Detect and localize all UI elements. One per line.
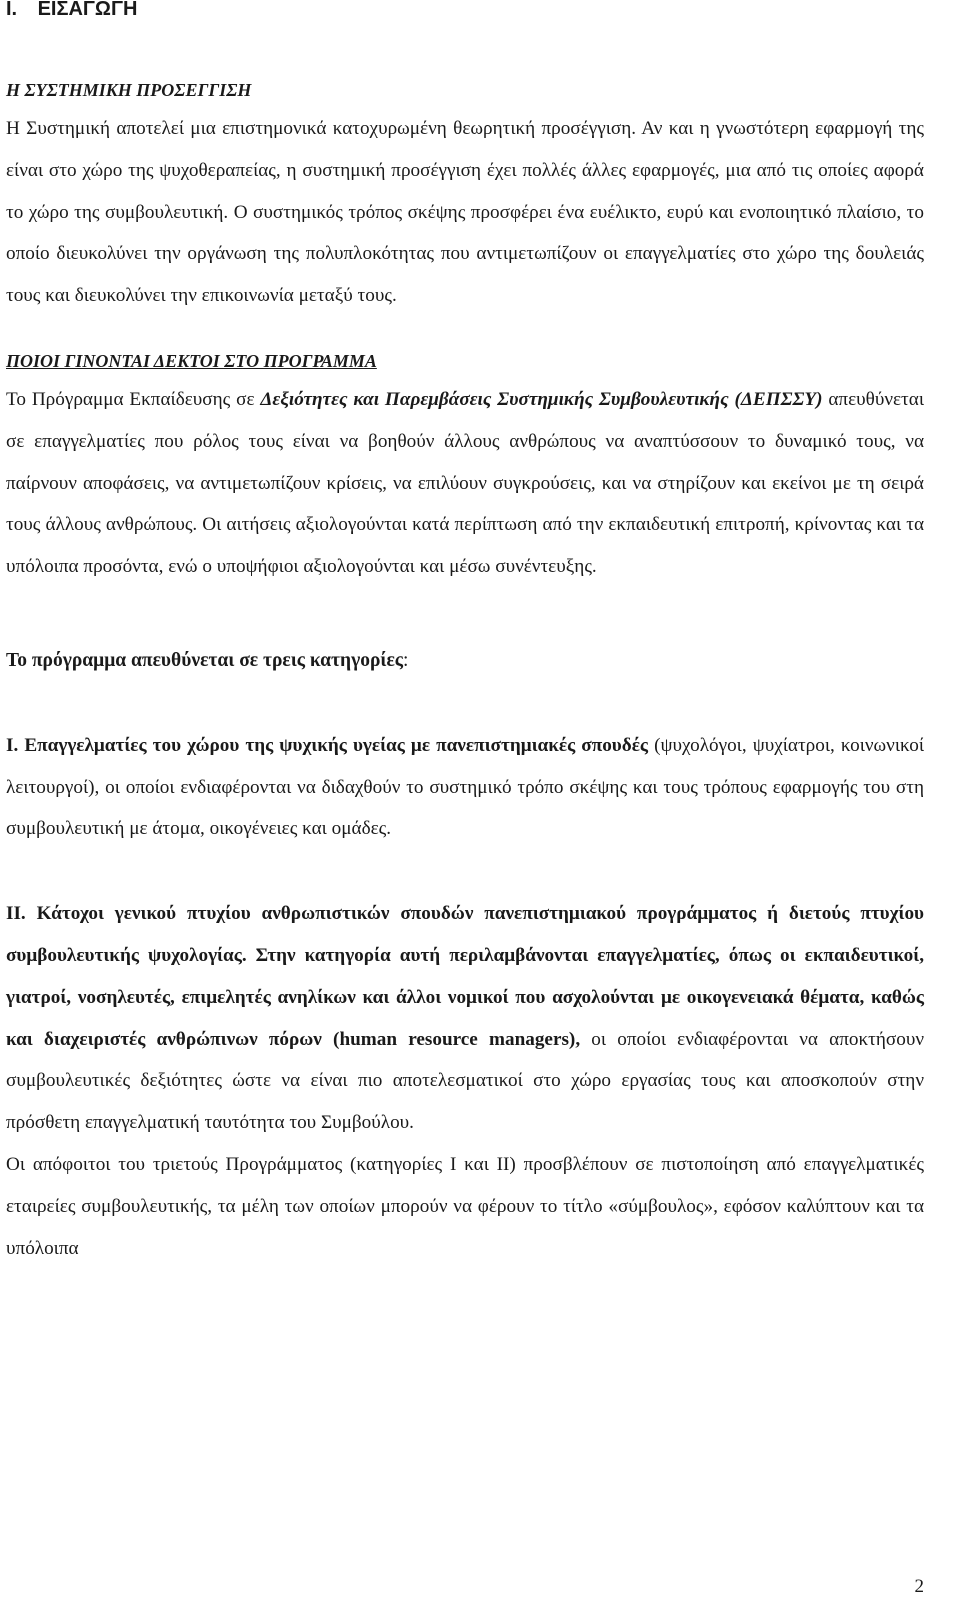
section-title-admission: ΠΟΙΟΙ ΓΙΝΟΝΤΑΙ ΔΕΚΤΟΙ ΣΤΟ ΠΡΟΓΡΑΜΜΑ <box>6 350 377 371</box>
chapter-heading <box>6 0 924 20</box>
section-title-systemic-approach: Η ΣΥΣΤΗΜΙΚΗ ΠΡΟΣΕΓΓΙΣΗ <box>6 80 252 100</box>
admission-text-start: Το Πρόγραμμα Εκπαίδευσης σε <box>6 388 261 410</box>
category-1-text: (ψυχολόγοι, ψυχίατροι, κοινωνικοί λειτουργοί), οι οποίοι ενδιαφέρονται να διδαχθούν το συστημικό τρόπο σκέψης και τους τρόπους εφαρμογής του στη συμβουλευτική με άτομα, οικογένειες και ομάδες. <box>6 734 925 840</box>
category-1 <box>6 725 924 850</box>
chapter-number: Ι. <box>6 0 18 20</box>
paragraph-graduates: Οι απόφοιτοι του τριετούς Προγράμματος (κατηγορίες Ι και ΙΙ) προσβλέπουν σε πιστοποίηση από επαγγελματικές εταιρείες συμβουλευτικής, τα μέλη των οποίων μπορούν να φέρουν το τίτλο «σύμβουλος», εφόσον καλύπτουν και τα υπόλοιπα <box>6 1153 924 1259</box>
paragraph-systemic-approach: Η Συστημική αποτελεί μια επιστημονικά κατοχυρωμένη θεωρητική προσέγγιση. Αν και η γνωστότερη εφαρμογή της είναι στο χώρο της ψυχοθεραπείας, η συστημική προσέγγιση έχει πολλές άλλες εφαρμογές, μια από τις οποίες αφορά το χώρο της συμβουλευτική. Ο συστημικός τρόπος σκέψης προσφέρει ένα ευέλικτο, ευρύ και ενοποιητικό πλαίσιο, το οποίο διευκολύνει την οργάνωση της πολυπλοκότητας που αντιμετωπίζουν οι επαγγελματίες στο χώρο της δουλειάς τους και διευκολύνει την επικοινωνία μεταξύ τους. <box>6 118 924 307</box>
document-page <box>6 0 924 1269</box>
categories-intro <box>6 640 924 682</box>
admission-text-end: απευθύνεται σε επαγγελματίες που ρόλος τους είναι να βοηθούν άλλους ανθρώπους να αναπτύσσουν το δυναμικό τους, να παίρνουν αποφάσεις, να αντιμετωπίζουν κρίσεις, να επιλύουν συγκρούσεις, και να στηρίζουν και εκείνοι με τη σειρά τους άλλους ανθρώπους. Οι αιτήσεις αξιολογούνται κατά περίπτωση από την εκπαιδευτική επιτροπή, κρίνοντας και τα υπόλοιπα προσόντα, ενώ ο υποψήφιοι αξιολογούνται και μέσω συνέντευξης. <box>6 388 924 578</box>
categories-intro-bold: Το πρόγραμμα απευθύνεται σε τρεις κατηγορίες <box>6 649 404 671</box>
category-2 <box>6 893 924 1144</box>
category-2-text: οι οποίοι ενδιαφέρονται να αποκτήσουν συμβουλευτικές δεξιότητες ώστε να είναι πιο αποτελεσματικοί στο χώρο εργασίας τους και αποσκοπούν στην πρόσθετη επαγγελματική ταυτότητα του Συμβούλου. <box>6 1028 925 1134</box>
categories-intro-colon: : <box>403 649 409 671</box>
paragraph-admission <box>6 379 924 588</box>
page-number: 2 <box>914 1576 924 1597</box>
category-2-heading: ΙΙ. Κάτοχοι γενικού πτυχίου ανθρωπιστικών σπουδών πανεπιστημιακού προγράμματος ή διετούς πτυχίου συμβουλευτικής ψυχολογίας. Στην κατηγορία αυτή περιλαμβάνονται επαγγελματίες, όπως οι εκπαιδευτικοί, γιατροί, νοσηλευτές, επιμελητές ανηλίκων και άλλοι νομικοί που ασχολούνται με οικογενειακά θέματα, καθώς και διαχειριστές ανθρώπινων πόρων (human resource managers), <box>6 903 924 1050</box>
category-1-heading: Ι. Επαγγελματίες του χώρου της ψυχικής υγείας με πανεπιστημιακές σπουδές <box>6 734 649 756</box>
program-name: Δεξιότητες και Παρεμβάσεις Συστημικής Συμβουλευτικής (ΔΕΠΣΣΥ) <box>260 388 823 410</box>
chapter-title: ΕΙΣΑΓΩΓΗ <box>37 0 138 20</box>
